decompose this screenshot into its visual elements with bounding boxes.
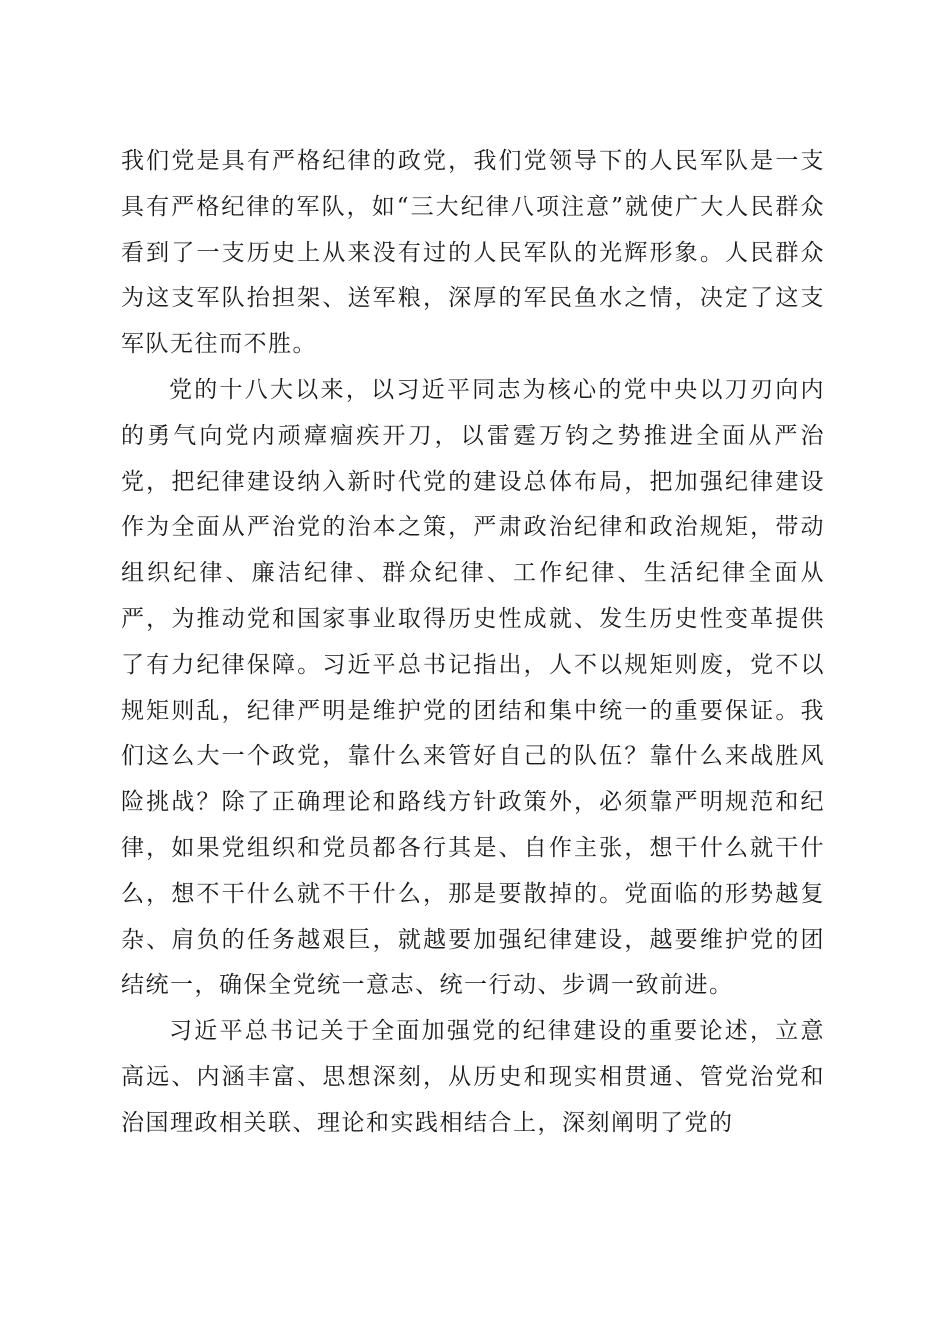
paragraph-1: 我们党是具有严格纪律的政党，我们党领导下的人民军队是一支具有严格纪律的军队，如“三大纪律八项注意”就使广大人民群众看到了一支历史上从来没有过的人民军队的光辉形象。人民群众为这支军队抬担架、送军粮，深厚的军民鱼水之情，决定了这支军队无往而不胜。 (121, 148, 825, 358)
paragraph-3: 习近平总书记关于全面加强党的纪律建设的重要论述，立意高远、内涵丰富、思想深刻，从历史和现实相贯通、管党治党和治国理政相关联、理论和实践相结合上，深刻阐明了党的 (121, 1018, 825, 1136)
paragraph-2: 党的十八大以来，以习近平同志为核心的党中央以刀刃向内的勇气向党内顽瘴痼疾开刀，以雷霆万钧之势推进全面从严治党，把纪律建设纳入新时代党的建设总体布局，把加强纪律建设作为全面从严治党的治本之策，严肃政治纪律和政治规矩，带动组织纪律、廉洁纪律、群众纪律、工作纪律、生活纪律全面从严，为推动党和国家事业取得历史性成就、发生历史性变革提供了有力纪律保障。习近平总书记指出，人不以规矩则废，党不以规矩则乱，纪律严明是维护党的团结和集中统一的重要保证。我们这么大一个政党，靠什么来管好自己的队伍？靠什么来战胜风险挑战？除了正确理论和路线方针政策外，必须靠严明规范和纪律，如果党组织和党员都各行其是、自作主张，想干什么就干什么，想不干什么就不干什么，那是要散掉的。党面临的形势越复杂、肩负的任务越艰巨，就越要加强纪律建设，越要维护党的团结统一，确保全党统一意志、统一行动、步调一致前进。 (121, 376, 825, 999)
document-body (121, 139, 825, 1147)
